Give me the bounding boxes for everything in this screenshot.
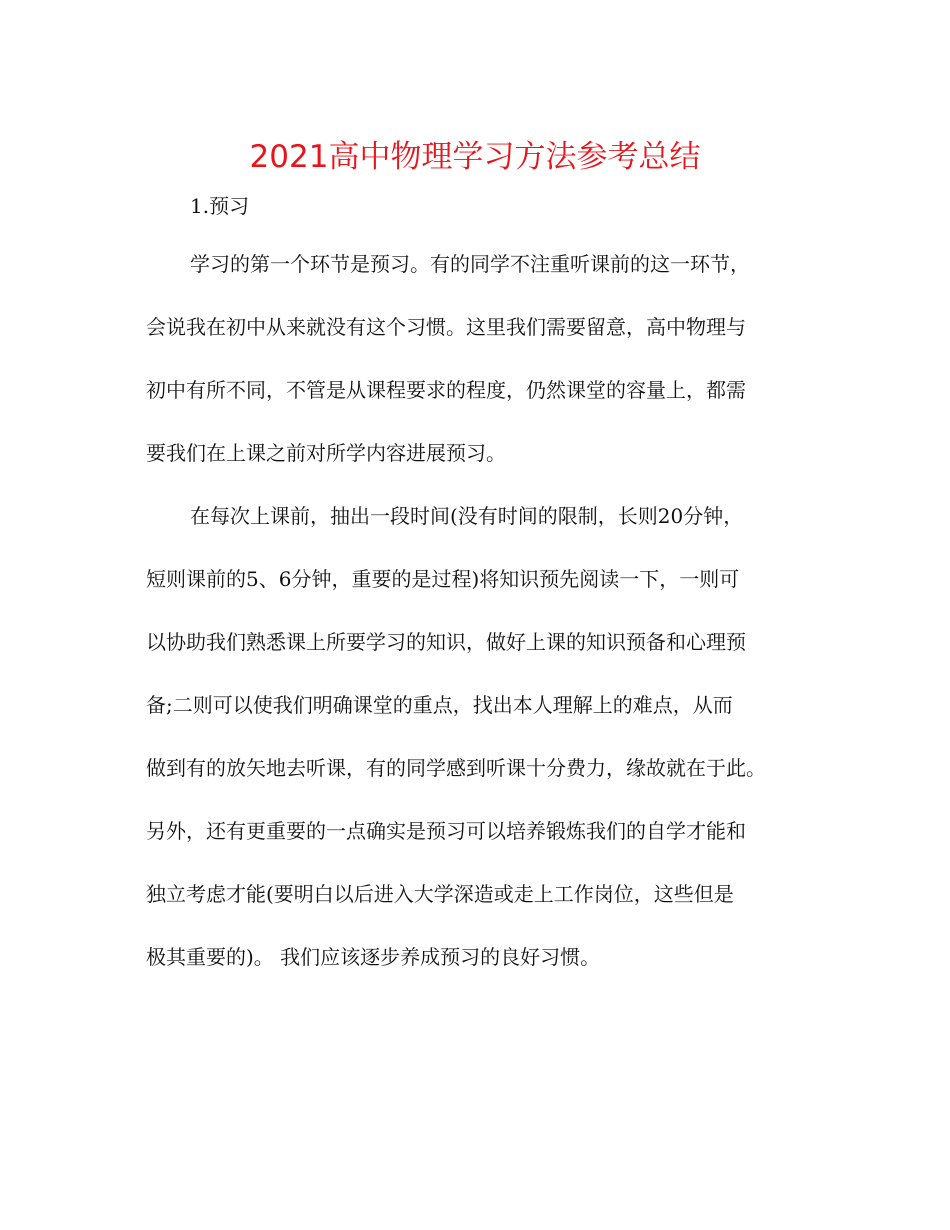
paragraph-2-line-7: 独立考虑才能(要明白以后进入大学深造或走上工作岗位，这些但是 — [146, 882, 734, 906]
paragraph-1-line-4: 要我们在上课之前对所学内容进展预习。 — [146, 441, 506, 465]
section-heading: 1.预习 — [190, 194, 250, 218]
document-body — [146, 186, 806, 990]
paragraph-2-line-2: 短则课前的5、6分钟，重要的是过程)将知识预先阅读一下，一则可 — [146, 567, 740, 591]
paragraph-2-line-6: 另外，还有更重要的一点确实是预习可以培养锻炼我们的自学才能和 — [146, 819, 746, 843]
paragraph-2-line-8: 极其重要的)。 我们应该逐步养成预习的良好习惯。 — [146, 945, 601, 969]
paragraph-2-line-4: 备;二则可以使我们明确课堂的重点，找出本人理解上的难点，从而 — [146, 693, 733, 717]
paragraph-1-line-2: 会说我在初中从来就没有这个习惯。这里我们需要留意，高中物理与 — [146, 315, 746, 339]
document-title: 2021高中物理学习方法参考总结 — [249, 139, 701, 175]
paragraph-2-line-1: 在每次上课前，抽出一段时间(没有时间的限制，长则20分钟， — [190, 504, 744, 528]
paragraph-1-line-1: 学习的第一个环节是预习。有的同学不注重听课前的这一环节， — [190, 252, 750, 276]
paragraph-2-line-5: 做到有的放矢地去听课，有的同学感到听课十分费力，缘故就在于此。 — [146, 756, 766, 780]
paragraph-1-line-3: 初中有所不同，不管是从课程要求的程度，仍然课堂的容量上，都需 — [146, 378, 746, 402]
paragraph-2-line-3: 以协助我们熟悉课上所要学习的知识，做好上课的知识预备和心理预 — [146, 630, 746, 654]
